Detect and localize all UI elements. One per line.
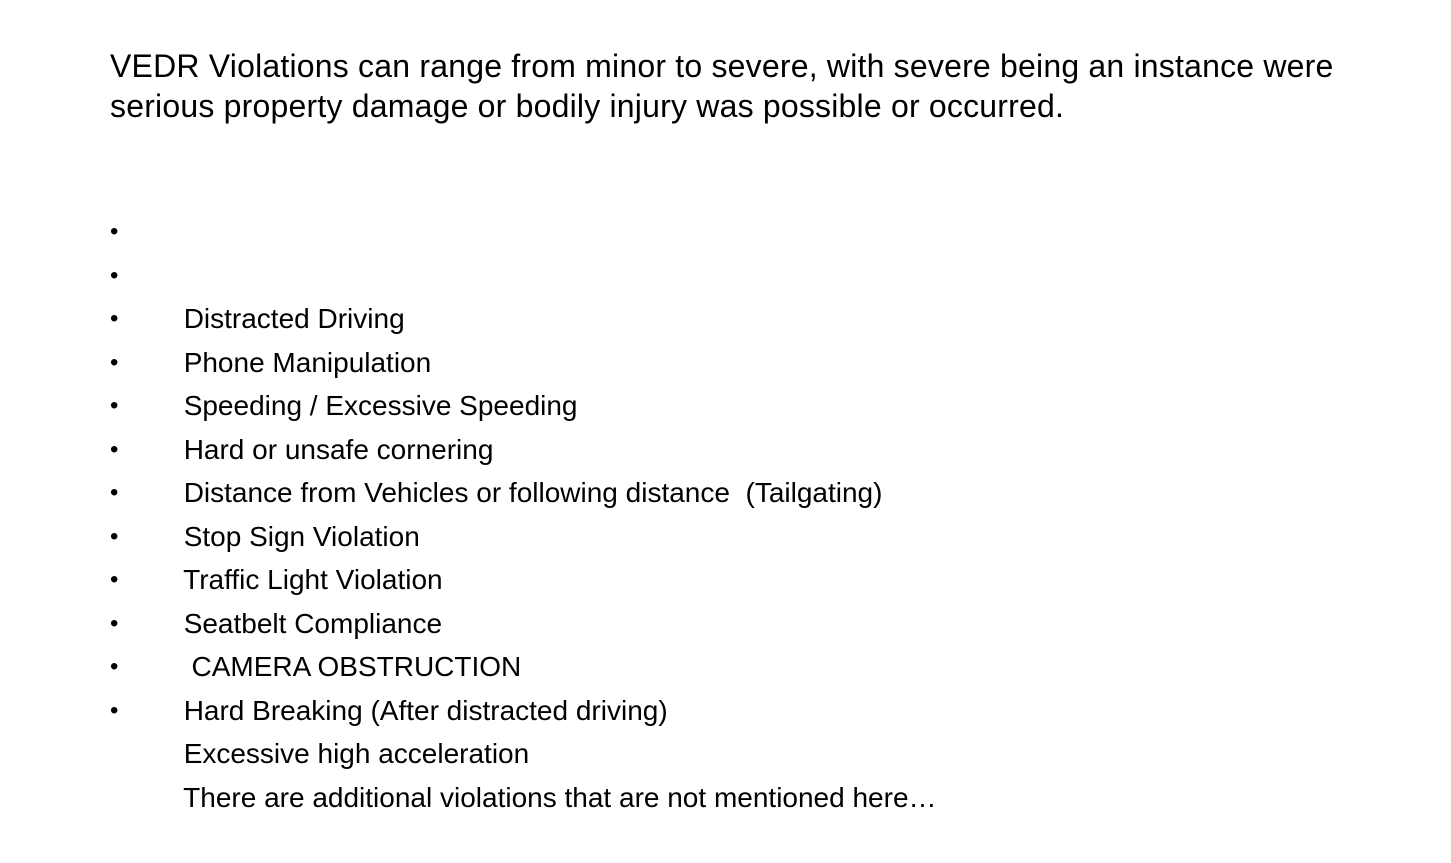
- list-item-text: Distracted Driving: [183, 303, 405, 334]
- bullet-icon: •: [110, 479, 119, 506]
- list-item-text: Traffic Light Violation: [183, 564, 443, 595]
- bullet-icon: •: [110, 609, 119, 637]
- list-item-text: Seatbelt Compliance: [183, 607, 443, 639]
- list-item: [110, 210, 1310, 334]
- bullet-icon: •: [110, 522, 119, 550]
- bullet-icon: •: [110, 392, 119, 419]
- bullet-icon: •: [110, 261, 119, 289]
- slide-title: VEDR Violations can range from minor to severe, with severe being an instance were serious property damage or bodily injury was possible or occurred.: [110, 48, 1334, 124]
- list-item-text: Speeding / Excessive Speeding: [183, 390, 578, 421]
- violation-list: [110, 210, 1310, 813]
- list-item-text: Phone Manipulation: [183, 346, 432, 378]
- list-item-text: Distance from Vehicles or following distance (Tailgating): [183, 477, 883, 508]
- bullet-icon: •: [110, 696, 119, 724]
- bullet-icon: •: [110, 435, 119, 463]
- bullet-icon: •: [110, 305, 119, 332]
- list-item-text: Stop Sign Violation: [183, 520, 420, 552]
- list-item-text: CAMERA OBSTRUCTION: [183, 651, 522, 682]
- bullet-icon: •: [110, 218, 119, 245]
- list-item-text: There are additional violations that are not mentioned here…: [183, 781, 937, 813]
- list-item-text: Hard or unsafe cornering: [183, 433, 494, 465]
- list-item-text: Excessive high acceleration: [183, 738, 530, 769]
- bullet-icon: •: [110, 566, 119, 593]
- bullet-icon: •: [110, 653, 119, 680]
- bullet-icon: •: [110, 348, 119, 376]
- list-item-text: Hard Breaking (After distracted driving): [183, 694, 668, 726]
